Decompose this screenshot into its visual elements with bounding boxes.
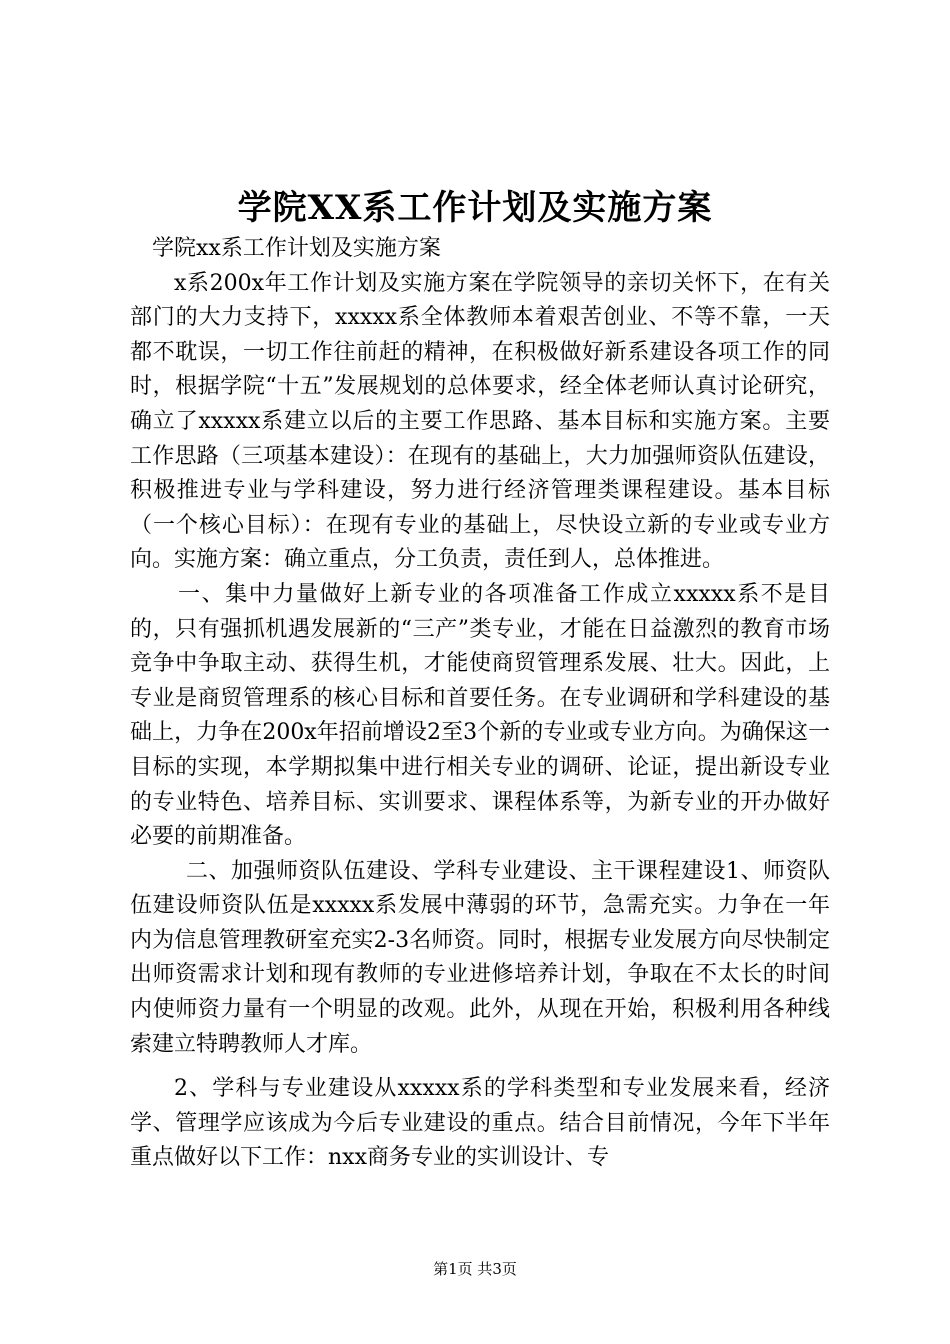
paragraph-intro: x系200x年工作计划及实施方案在学院领导的亲切关怀下，在有关部门的大力支持下，xxxxx系全体教师本着艰苦创业、不等不靠，一天都不耽误，一切工作往前赶的精神，在积极做好新系建设各项工作的同时，根据学院“十五”发展规划的总体要求，经全体老师认真讨论研究，确立了xxxxx系建立以后的主要工作思路、基本目标和实施方案。主要工作思路（三项基本建设）：在现有的基础上，大力加强师资队伍建设，积极推进专业与学科建设，努力进行经济管理类课程建设。基本目标（一个核心目标）：在现有专业的基础上，尽快设立新的专业或专业方向。实施方案：确立重点，分工负责，责任到人，总体推进。 — [130, 270, 830, 573]
page-number-footer: 第1页 共3页 — [433, 1260, 517, 1278]
paragraph-section-two: 二、加强师资队伍建设、学科专业建设、主干课程建设1、师资队伍建设师资队伍是xxxxx系发展中薄弱的环节，急需充实。力争在一年内为信息管理教研室充实2-3名师资。同时，根据专业发展方向尽快制定出师资需求计划和现有教师的专业进修培养计划，争取在不太长的时间内使师资力量有一个明显的改观。此外，从现在开始，积极利用各种线索建立特聘教师人才库。 — [130, 858, 830, 1057]
document-subtitle: 学院xx系工作计划及实施方案 — [152, 236, 441, 261]
document-body — [130, 232, 830, 1176]
document-title: 学院XX系工作计划及实施方案 — [237, 188, 713, 228]
paragraph-section-one: 一、集中力量做好上新专业的各项准备工作成立xxxxx系不是目的，只有强抓机遇发展新的“三产”类专业，才能在日益激烈的教育市场竞争中争取主动、获得生机，才能使商贸管理系发展、壮大。因此，上专业是商贸管理系的核心目标和首要任务。在专业调研和学科建设的基础上，力争在200x年招前增设2至3个新的专业或专业方向。为确保这一目标的实现，本学期拟集中进行相关专业的调研、论证，提出新设专业的专业特色、培养目标、实训要求、课程体系等，为新专业的开办做好必要的前期准备。 — [130, 581, 830, 850]
paragraph-section-two-part-two: 2、学科与专业建设从xxxxx系的学科类型和专业发展来看，经济学、管理学应该成为今后专业建设的重点。结合目前情况，今年下半年重点做好以下工作：nxx商务专业的实训设计、专 — [130, 1076, 830, 1171]
